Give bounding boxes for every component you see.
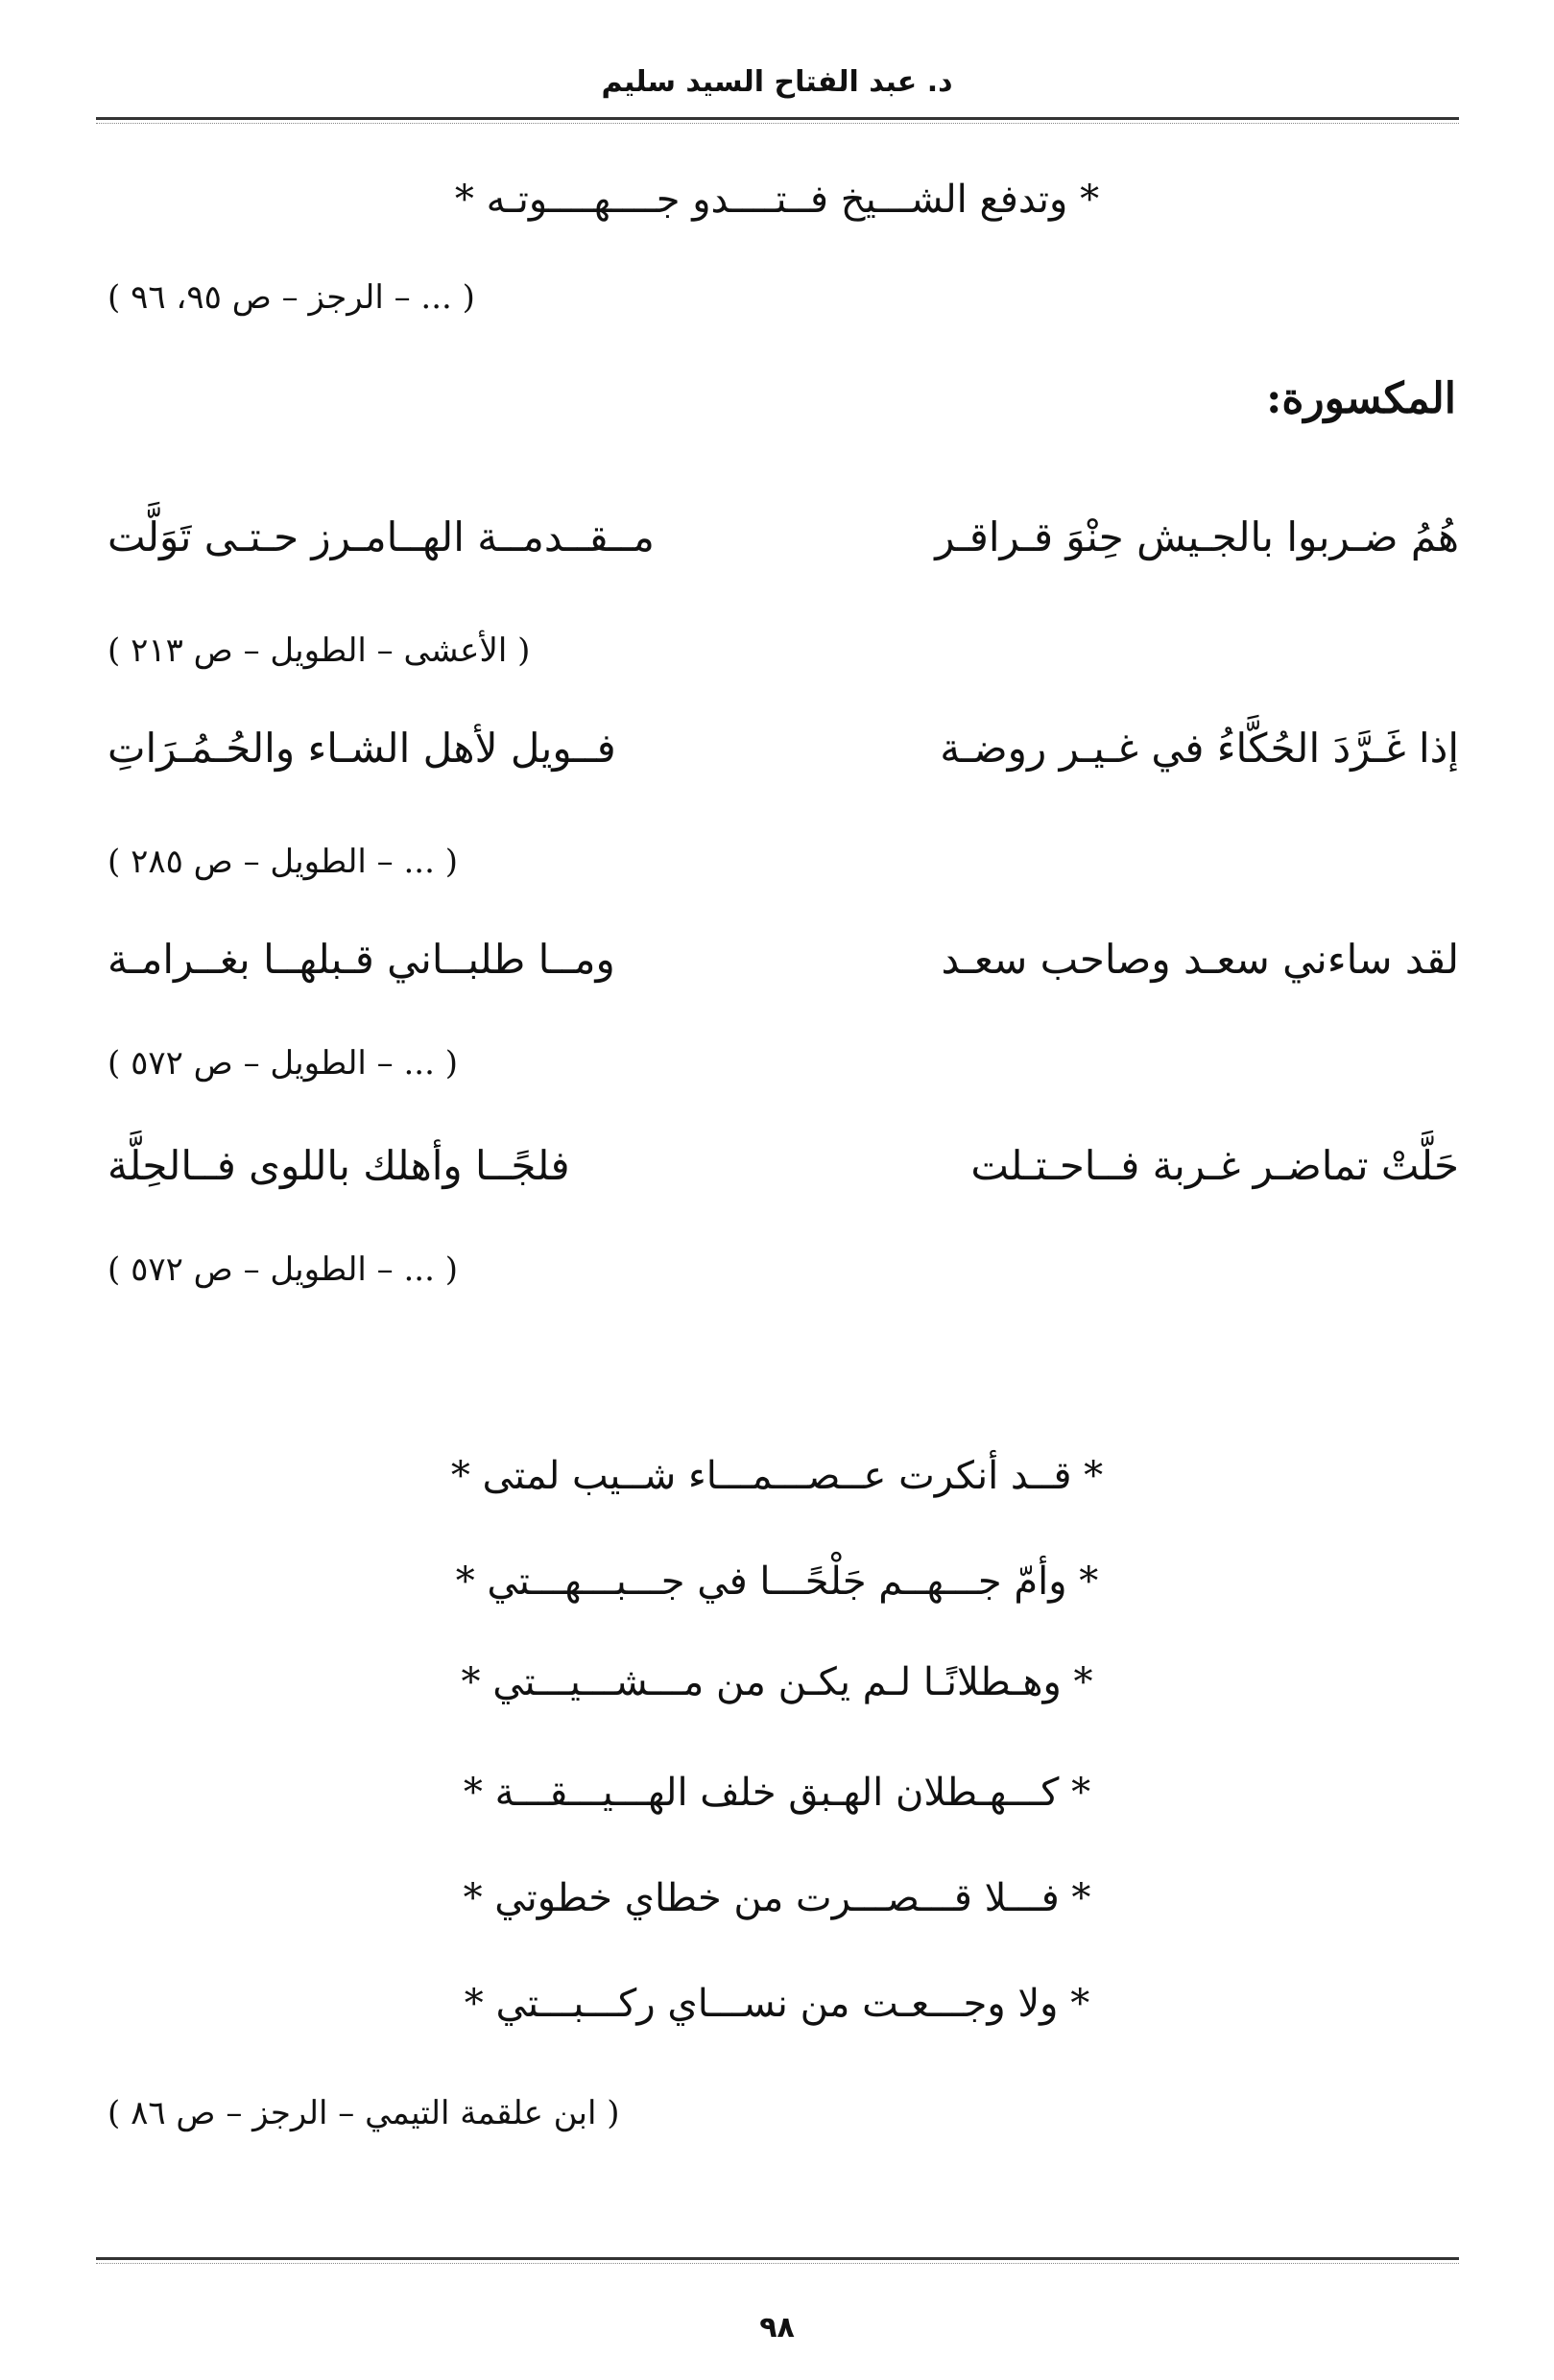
- running-header: د. عبد الفتاح السيد سليم: [601, 65, 953, 99]
- rajaz-verse: * قــد أنكرت عــصـــمـــاء شــيب لمتى *: [450, 1454, 1104, 1498]
- couplet: [96, 1142, 1459, 1209]
- second-hemistich: فلجًــا وأهلك باللوى فــالحِلَّة: [108, 1142, 570, 1189]
- intro-verse: * وتدفع الشـــيخ فــتــــدو جــــهــــوتـه *: [454, 178, 1100, 222]
- first-hemistich: إذا غَـرَّدَ الحُكَّاءُ في غـيـر روضـة: [940, 725, 1459, 772]
- page-number: ٩٨: [759, 2311, 795, 2344]
- second-hemistich: فــويل لأهل الشـاء والحُـمُـرَاتِ: [108, 725, 616, 772]
- rajaz-verse: * ولا وجـــعـت من نســـاي ركـــبـــتي *: [464, 1982, 1090, 2026]
- rajaz-citation: ( ابن علقمة التيمي – الرجز – ص ٨٦ ): [108, 2094, 620, 2132]
- intro-citation: ( ... – الرجز – ص ٩٥، ٩٦ ): [108, 278, 475, 317]
- couplet-citation: ( الأعشى – الطويل – ص ٢١٣ ): [108, 631, 531, 670]
- rajaz-verse: * فـــلا قـــصـــرت من خطاي خطوتي *: [463, 1876, 1091, 1920]
- rajaz-verse: * وأمّ جـــهــم جَلْحًـــا في جـــبـــهـــتي *: [455, 1559, 1099, 1604]
- first-hemistich: لقد ساءني سعـد وصاحب سعـد: [941, 936, 1459, 983]
- couplet: [96, 725, 1459, 792]
- couplet: [96, 513, 1459, 581]
- couplet-citation: ( ... – الطويل – ص ٥٧٢ ): [108, 1250, 458, 1289]
- first-hemistich: هُمُ ضـربوا بالجـيش حِنْوَ قـراقـر: [935, 513, 1459, 560]
- header-rule: [96, 117, 1459, 124]
- second-hemistich: مــقــدمــة الهــامـرز حـتـى تَوَلَّت: [108, 513, 655, 560]
- couplet-citation: ( ... – الطويل – ص ٢٨٥ ): [108, 843, 458, 881]
- section-title: المكسورة:: [1266, 374, 1456, 423]
- couplet: [96, 936, 1459, 1003]
- rajaz-verse: * كـــهـطلان الهـبق خلف الهـــيـــقـــة *: [463, 1771, 1091, 1815]
- footer-rule: [96, 2257, 1459, 2264]
- couplet-citation: ( ... – الطويل – ص ٥٧٢ ): [108, 1044, 458, 1083]
- second-hemistich: ومــا طلبــاني قـبلهــا بغــرامـة: [108, 936, 615, 983]
- first-hemistich: حَلَّتْ تماضـر غـربة فــاحـتـلت: [970, 1142, 1459, 1189]
- rajaz-verse: * وهـطلانًـا لـم يكـن من مـــشـــيـــتي *: [461, 1660, 1093, 1704]
